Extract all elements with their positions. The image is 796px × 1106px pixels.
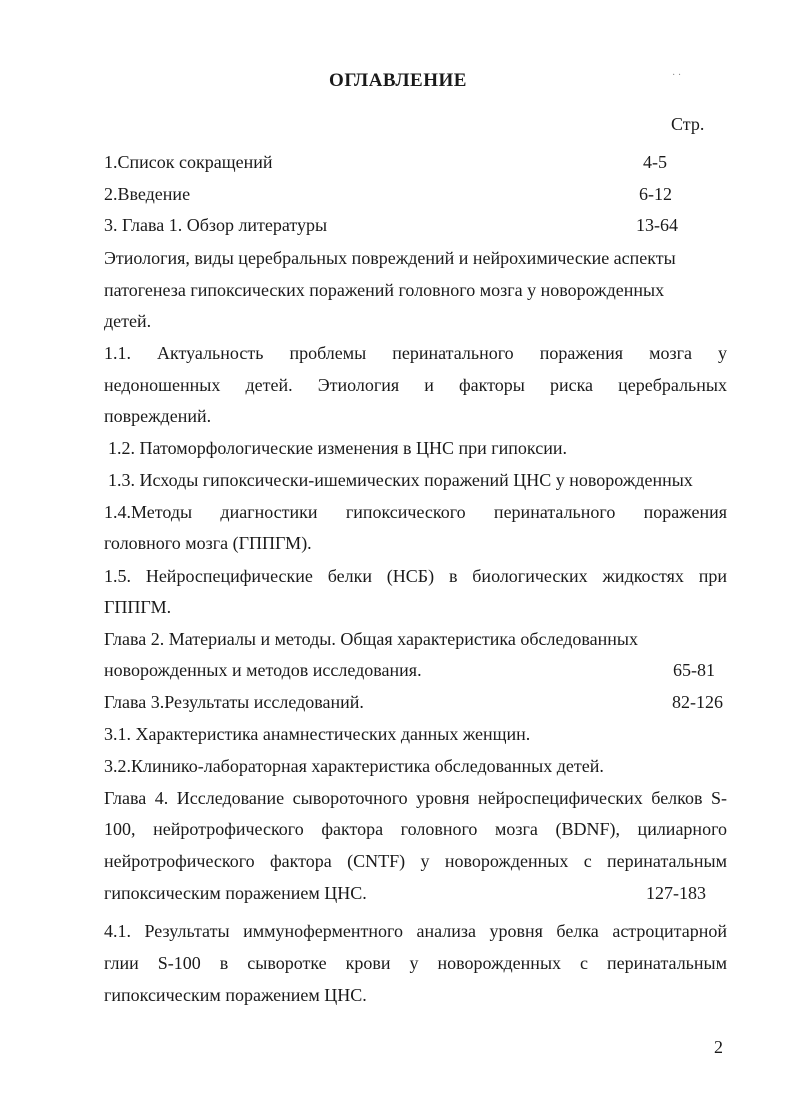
- chapter-1-subtitle-line-2: патогенеза гипоксических поражений головного мозга у новорожденных: [104, 280, 665, 300]
- toc-entry-chapter-1-pages: 13-64: [636, 215, 678, 235]
- section-3-2: 3.2.Клинико-лабораторная характеристика обследованных детей.: [104, 756, 604, 776]
- page-column-label: Стр.: [671, 114, 705, 134]
- chapter-4-line-2: 100, нейротрофического фактора головного мозга (BDNF), цилиарного: [104, 819, 727, 839]
- chapter-4-line-4: гипоксическим поражением ЦНС.: [104, 883, 367, 903]
- chapter-3-pages: 82-126: [672, 692, 723, 712]
- toc-entry-abbreviations-pages: 4-5: [643, 152, 667, 172]
- chapter-4-pages: 127-183: [646, 883, 706, 903]
- section-4-1-line-3: гипоксическим поражением ЦНС.: [104, 985, 367, 1005]
- toc-entry-introduction: 2.Введение: [104, 184, 191, 204]
- page-title: ОГЛАВЛЕНИЕ: [329, 70, 467, 91]
- chapter-2-line-1: Глава 2. Материалы и методы. Общая характеристика обследованных: [104, 629, 639, 649]
- toc-entry-introduction-pages: 6-12: [639, 184, 672, 204]
- toc-entry-chapter-1: 3. Глава 1. Обзор литературы: [104, 215, 328, 235]
- chapter-2-line-2: новорожденных и методов исследования.: [104, 660, 422, 680]
- section-1-2: 1.2. Патоморфологические изменения в ЦНС при гипоксии.: [108, 438, 567, 458]
- section-4-1-line-2: глии S-100 в сыворотке крови у новорожденных с перинатальным: [104, 953, 727, 973]
- chapter-2-pages: 65-81: [673, 660, 715, 680]
- section-1-5-line-1: 1.5. Нейроспецифические белки (НСБ) в биологических жидкостях при: [104, 566, 727, 586]
- section-3-1: 3.1. Характеристика анамнестических данных женщин.: [104, 724, 531, 744]
- chapter-3: Глава 3.Результаты исследований.: [104, 692, 364, 712]
- scan-artifact-mark: · ·: [672, 70, 682, 81]
- chapter-1-subtitle-line-1: Этиология, виды церебральных повреждений и нейрохимические аспекты: [104, 248, 676, 268]
- toc-entry-abbreviations: 1.Список сокращений: [104, 152, 273, 172]
- section-1-4-line-2: головного мозга (ГППГМ).: [104, 533, 312, 553]
- chapter-1-subtitle-line-3: детей.: [104, 311, 152, 331]
- section-1-1-line-2: недоношенных детей. Этиология и факторы риска церебральных: [104, 375, 727, 395]
- section-4-1-line-1: 4.1. Результаты иммуноферментного анализа уровня белка астроцитарной: [104, 921, 727, 941]
- page-number: 2: [714, 1037, 723, 1057]
- section-1-4-line-1: 1.4.Методы диагностики гипоксического перинатального поражения: [104, 502, 727, 522]
- section-1-3: 1.3. Исходы гипоксически-ишемических поражений ЦНС у новорожденных: [108, 470, 693, 490]
- section-1-1-line-1: 1.1. Актуальность проблемы перинатального поражения мозга у: [104, 343, 727, 363]
- section-1-5-line-2: ГППГМ.: [104, 597, 172, 617]
- section-1-1-line-3: повреждений.: [104, 406, 212, 426]
- chapter-4-line-3: нейротрофического фактора (CNTF) у новорожденных с перинатальным: [104, 851, 727, 871]
- chapter-4-line-1: Глава 4. Исследование сывороточного уровня нейроспецифических белков S-: [104, 788, 727, 808]
